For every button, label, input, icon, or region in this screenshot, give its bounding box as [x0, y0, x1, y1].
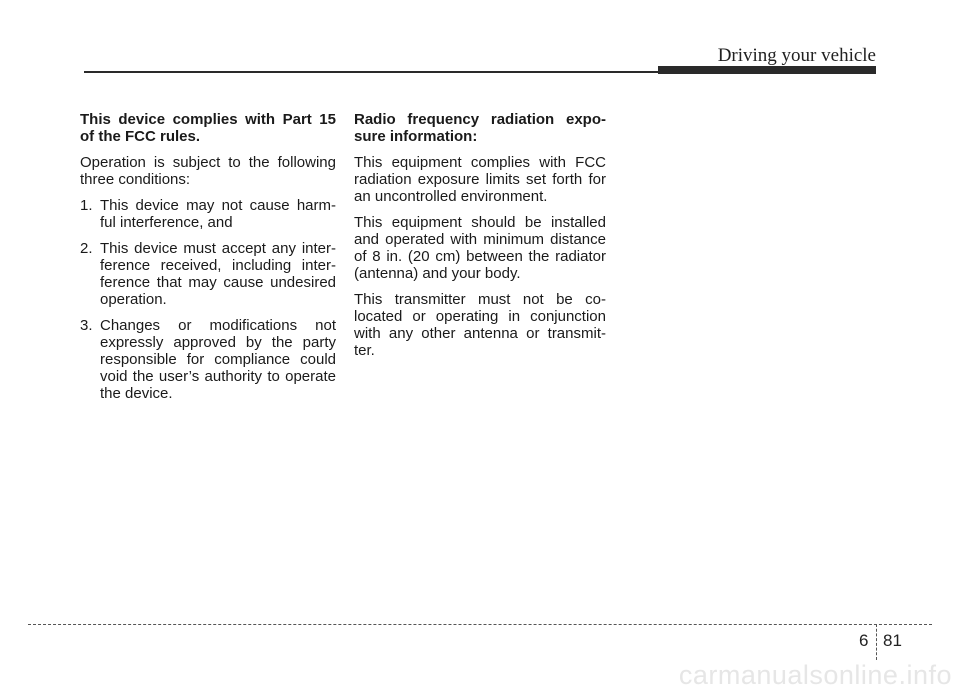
left-column	[80, 111, 336, 411]
page-header-title: Driving your vehicle	[717, 45, 876, 66]
condition-number: 3.	[80, 317, 93, 334]
watermark: carmanualsonline.info	[678, 660, 952, 690]
conditions-intro: Operation is subject to the following three conditions:	[80, 154, 336, 188]
header-rule	[84, 71, 664, 73]
condition-item	[80, 317, 336, 402]
condition-text: Changes or modifications not expressly approved by the party responsible for compliance could void the user’s authority to operate the device.	[100, 317, 336, 402]
fcc-compliance-heading: This device complies with Part 15 of the FCC rules.	[80, 111, 336, 145]
rf-paragraph: This transmitter must not be co-located or operating in conjunction with any other antenna or transmit-ter.	[354, 291, 606, 359]
condition-text: This device may not cause harm-ful interference, and	[100, 197, 336, 231]
page-number: 81	[883, 631, 902, 650]
conditions-list	[80, 197, 336, 402]
condition-item	[80, 197, 336, 231]
condition-number: 1.	[80, 197, 93, 214]
condition-number: 2.	[80, 240, 93, 257]
footer-divider	[28, 624, 932, 625]
condition-item	[80, 240, 336, 308]
rf-paragraph: This equipment should be installed and operated with minimum distance of 8 in. (20 cm) between the radiator (antenna) and your body.	[354, 214, 606, 282]
footer-page-divider	[876, 624, 877, 660]
right-column	[354, 111, 606, 368]
header-rule-accent	[658, 66, 876, 74]
chapter-number: 6	[859, 631, 869, 650]
condition-text: This device must accept any inter-ference received, including inter-ference that may cause undesired operation.	[100, 240, 336, 308]
rf-exposure-heading: Radio frequency radiation expo-sure information:	[354, 111, 606, 145]
rf-paragraph: This equipment complies with FCC radiation exposure limits set forth for an uncontrolled environment.	[354, 154, 606, 205]
